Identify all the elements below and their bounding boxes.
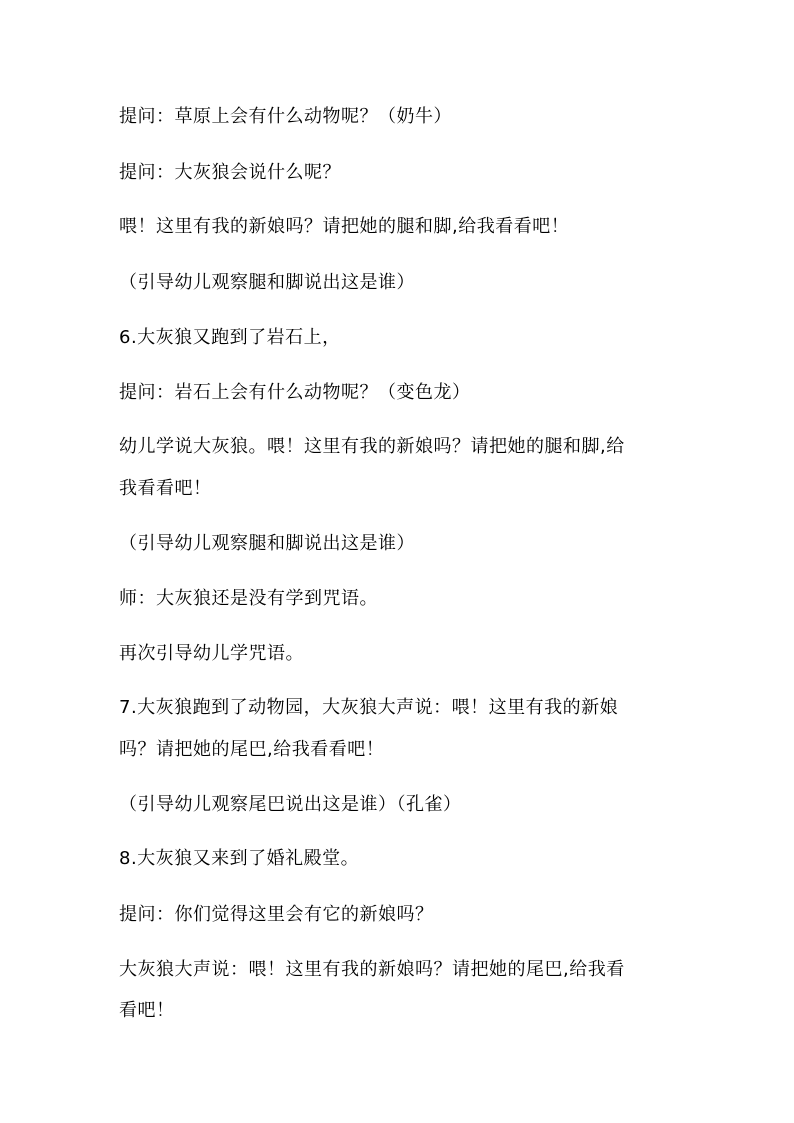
text-line: 提问：草原上会有什么动物呢？（奶牛） bbox=[119, 106, 452, 127]
text-line: 7.大灰狼跑到了动物园，大灰狼大声说：喂！这里有我的新娘 bbox=[119, 697, 619, 718]
text-line: 幼儿学说大灰狼。喂！这里有我的新娘吗？请把她的腿和脚,给 bbox=[119, 436, 625, 457]
text-line: 再次引导幼儿学咒语。 bbox=[119, 643, 304, 664]
text-line: 提问：岩石上会有什么动物呢？（变色龙） bbox=[119, 382, 471, 403]
text-line: 喂！这里有我的新娘吗？请把她的腿和脚,给我看看吧！ bbox=[119, 216, 570, 237]
text-line: 我看看吧！ bbox=[119, 478, 212, 499]
text-line: 提问：大灰狼会说什么呢？ bbox=[119, 162, 341, 183]
text-line: （引导幼儿观察腿和脚说出这是谁） bbox=[119, 533, 415, 554]
text-line: 师：大灰狼还是没有学到咒语。 bbox=[119, 588, 378, 609]
text-line: 吗？请把她的尾巴,给我看看吧！ bbox=[119, 739, 385, 760]
text-line: 8.大灰狼又来到了婚礼殿堂。 bbox=[119, 848, 360, 869]
text-line: 看吧！ bbox=[119, 1000, 175, 1021]
text-line: （引导幼儿观察腿和脚说出这是谁） bbox=[119, 272, 415, 293]
text-line: 提问：你们觉得这里会有它的新娘吗？ bbox=[119, 904, 434, 925]
text-line: 6.大灰狼又跑到了岩石上， bbox=[119, 327, 341, 348]
text-line: 大灰狼大声说：喂！这里有我的新娘吗？请把她的尾巴,给我看 bbox=[119, 959, 625, 980]
text-line: （引导幼儿观察尾巴说出这是谁）（孔雀） bbox=[119, 794, 462, 815]
